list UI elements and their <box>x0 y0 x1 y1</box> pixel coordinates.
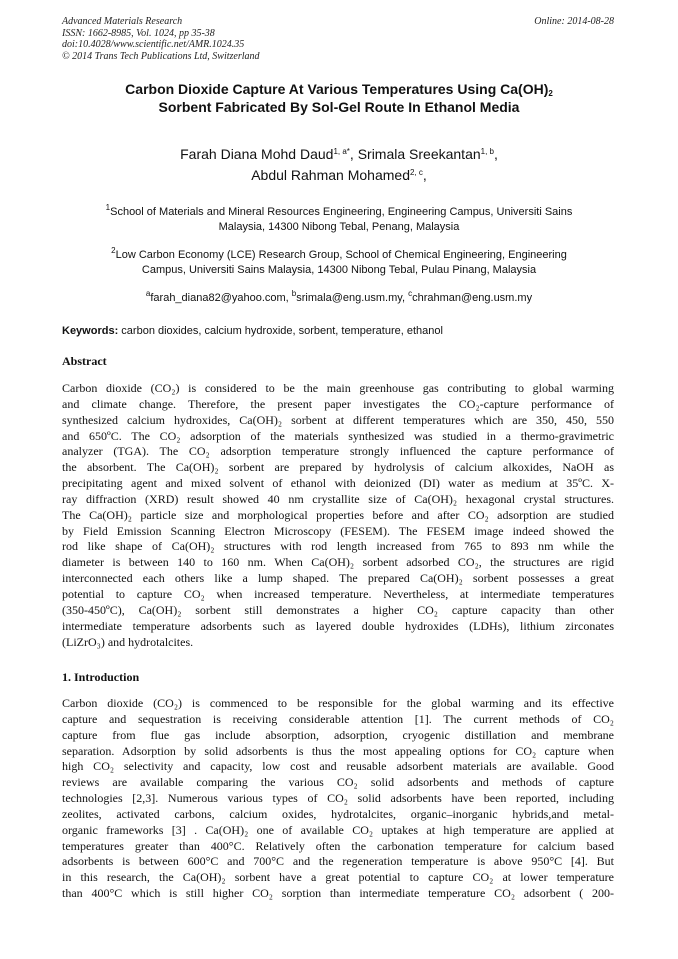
text-line: analyzer (TGA). The CO₂ adsorption temperature strongly influenced the capture performance of <box>62 444 614 459</box>
online-date: Online: 2014-08-28 <box>534 16 614 27</box>
affiliation-1: $^1$School of Materials and Mineral Resources Engineering, Engineering Campus, Universiti Sains Malaysia, 14300 Nibong Tebal, Penang, Malaysia <box>105 203 573 233</box>
text-line: diameter is between 140 to 160 nm. When Ca(OH)₂ sorbent adsorbed CO₂, the structures are rigid <box>62 555 614 570</box>
introduction-heading: 1. Introduction <box>62 670 140 684</box>
journal-meta <box>62 16 260 62</box>
text-line: by Field Emission Scanning Electron Microscopy (FESEM). The FESEM image indeed showed the <box>62 523 614 538</box>
title-line-2: Sorbent Fabricated By Sol-Gel Route In Ethanol Media <box>158 99 520 115</box>
journal-issn: ISSN: 1662-8985, Vol. 1024, pp 35-38 <box>62 27 215 39</box>
text-line: precipitating agent and mixed solvent of ethanol with deionized (DI) water as medium at 35ºC. X- <box>62 476 614 491</box>
text-line: Carbon dioxide (CO₂) is commenced to be responsible for the global warming and its effective <box>62 696 614 710</box>
email-link[interactable]: farah_diana82@yahoo.com, <box>150 292 292 304</box>
text-line: (LiZrO₃) and hydrotalcites. <box>62 634 194 649</box>
affiliation-2: $^2$Low Carbon Economy (LCE) Research Group, School of Chemical Engineering, Engineering Campus, Universiti Sains Malaysia, 14300 Nibong Tebal, Pulau Pinang, Malaysia <box>111 246 567 276</box>
text-line: and climate change. Therefore, the present paper investigates the CO₂-capture performance of <box>62 396 614 411</box>
title-line-1: Carbon Dioxide Capture At Various Temperatures Using $Ca(OH)_2$ <box>125 81 553 98</box>
text-line: capture from flue gas include absorption, adsorption, cryogenic distillation and membrane <box>62 727 614 742</box>
text-line: temperatures greater than 400°C. Relatively often the carbonation temperature for calcium based <box>62 838 614 853</box>
text-line: high CO₂ selectivity and capacity, low cost and reusable adsorbent materials are available. Good <box>62 759 614 774</box>
text-line: organic frameworks [3] . Ca(OH)₂ one of available CO₂ uptakes at high temperature are applied at <box>62 822 614 837</box>
text-line: and 650ºC. The CO₂ adsorption of the materials synthesized was studied in a thermo-gravimetric <box>62 428 614 443</box>
journal-name: Advanced Materials Research <box>62 16 183 27</box>
text-line: interconnected each others like a lump shaped. The prepared Ca(OH)₂ sorbent possesses a great <box>62 571 614 586</box>
paper-title <box>40 80 638 116</box>
text-line: technologies [2,3]. Numerous various types of CO₂ solid adsorbents have been reported, including <box>62 791 614 806</box>
journal-doi: doi:10.4028/www.scientific.net/AMR.1024.35 <box>62 39 245 50</box>
text-line: potential to capture CO₂ when increased temperature. Nevertheless, at intermediate temperatures <box>62 586 614 601</box>
author-emails: $^a$farah_diana82@yahoo.com, $^b$srimala@eng.usm.my, $^c$chrahman@eng.usm.my <box>145 289 533 304</box>
author-name: Abdul Rahman Mohamed <box>251 167 410 183</box>
text-line: than 400°C which is still higher CO₂ sorption than intermediate temperature CO₂ adsorbent ( 200- <box>62 886 614 901</box>
text-line: in this research, the Ca(OH)₂ sorbent have a great potential to capture CO₂ at lower temperature <box>62 870 614 885</box>
text-line: intermediate temperature adsorbents such as layered double hydroxides (LDHs), lithium zirconates <box>62 618 614 633</box>
abstract-body <box>62 381 614 650</box>
author-line-1: Farah Diana Mohd Daud$^{1, a*}$, Srimala Sreekantan$^{1, b}$, <box>180 146 498 162</box>
text-line: rod like shape of Ca(OH)₂ structures with rod length increased from 765 to 893 nm while the <box>62 539 614 554</box>
text-line: The Ca(OH)₂ particle size and morphological properties before and after CO₂ adsorption are studied <box>62 507 614 522</box>
text-line: synthesized calcium hydroxides, Ca(OH)₂ sorbent at different temperatures which are 350, 450, 550 <box>62 412 614 427</box>
text-line: the absorbent. The Ca(OH)₂ sorbent are prepared by hydrolysis of calcium alkoxides, NaOH as <box>62 460 614 475</box>
keywords-label: Keywords: <box>62 325 119 337</box>
text-line: separation. Adsorption by solid adsorbents is thus the most appealing options for CO₂ capture when <box>62 743 614 758</box>
text-line: ray diffraction (XRD) result showed 40 nm crystallite size of Ca(OH)₂ hexagonal crystal structures. <box>62 491 614 506</box>
author-name: Farah Diana Mohd Daud <box>180 146 334 162</box>
keywords <box>62 324 614 339</box>
email-link[interactable]: srimala@eng.usm.my, <box>296 292 409 304</box>
text-line: adsorbents is between 600°C and 700°C and the regeneration temperature is above 950°C [4]. But <box>62 854 614 869</box>
author-name: Srimala Sreekantan <box>357 146 481 162</box>
introduction-body <box>62 696 614 902</box>
text-line: Carbon dioxide (CO₂) is considered to be the main greenhouse gas contributing to global warming <box>62 381 614 395</box>
abstract-heading: Abstract <box>62 354 107 368</box>
journal-copyright: © 2014 Trans Tech Publications Ltd, Switzerland <box>62 50 260 62</box>
keywords-text: carbon dioxides, calcium hydroxide, sorbent, temperature, ethanol <box>118 325 443 337</box>
text-line: (350-450ºC), Ca(OH)₂ sorbent still demonstrates a higher CO₂ capture capacity than other <box>62 602 614 617</box>
text-line: zeolites, activated carbons, calcium oxides, hydrotalcites, organic–inorganic hybrids,and metal- <box>62 806 614 821</box>
author-line-2: Abdul Rahman Mohamed$^{2, c}$, <box>251 167 427 183</box>
email-link[interactable]: chrahman@eng.usm.my <box>412 292 533 304</box>
text-line: reviews are available comparing the various CO₂ solid adsorbents and methods of capture <box>62 775 614 790</box>
text-line: capture and sequestration is receiving considerable attention [1]. The current methods of CO₂ <box>62 711 614 726</box>
author-list <box>40 144 638 186</box>
